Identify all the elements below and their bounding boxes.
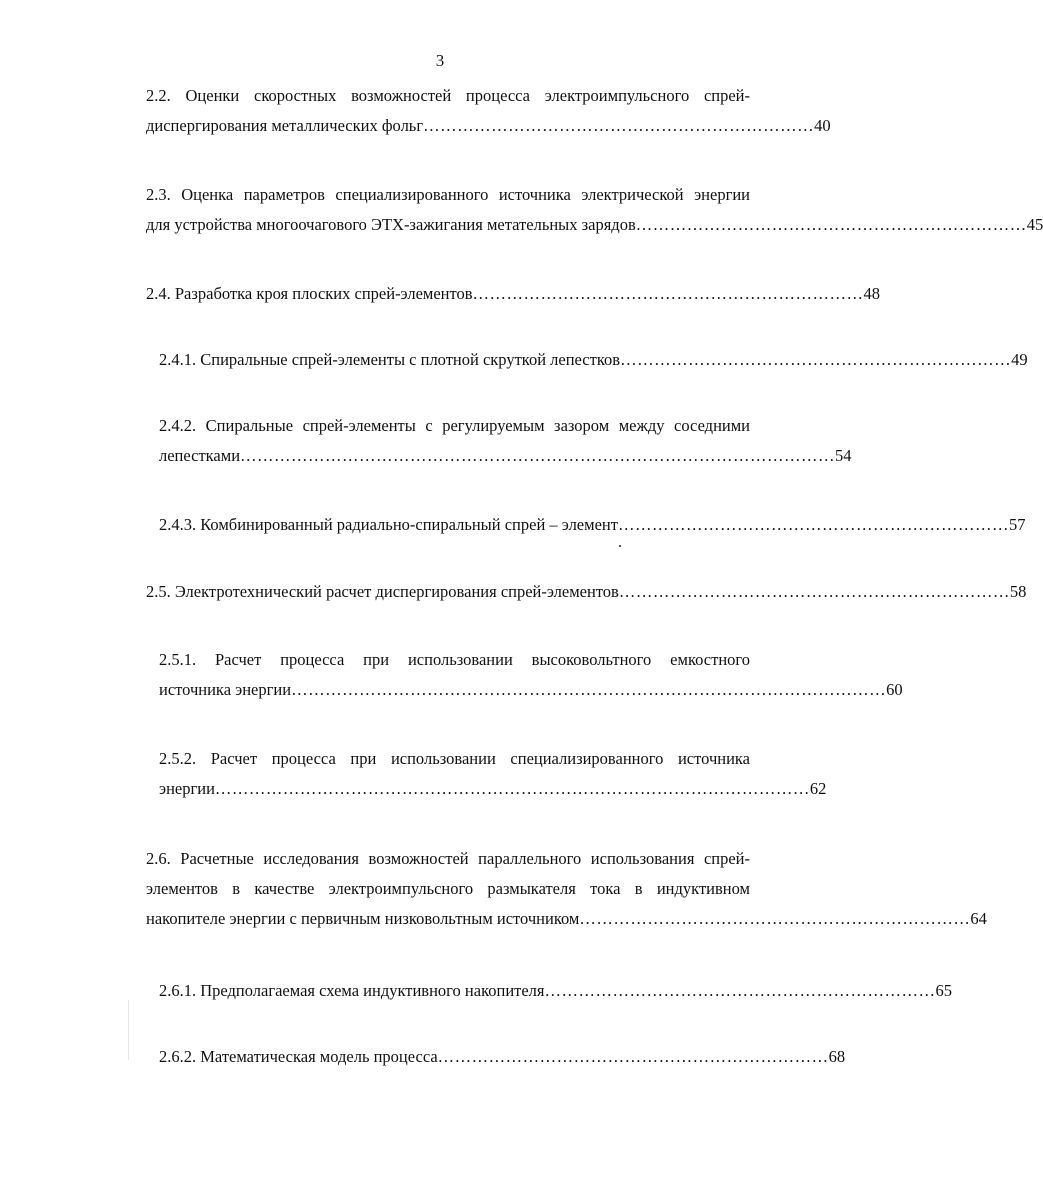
toc-entry-2-6: [146, 844, 987, 934]
toc-entry-2-4: [146, 279, 881, 309]
margin-rule: [128, 1000, 129, 1060]
toc-page: 57: [1008, 515, 1026, 534]
leader-dots: ……………………………………………………………: [544, 981, 936, 1000]
toc-last-line: [146, 904, 987, 934]
toc-last-line: [159, 976, 953, 1006]
toc-last-line: [146, 111, 831, 141]
toc-page: 68: [828, 1047, 846, 1066]
toc-entry-2-6-1: [159, 976, 953, 1006]
toc-page: 49: [1011, 350, 1028, 369]
toc-entry-2-5: [146, 577, 1027, 607]
leader-dots: ……………………………………………………………: [423, 116, 815, 135]
leader-dots: ……………………………………………………………………………………………: [214, 779, 810, 798]
toc-last-line: [159, 774, 827, 804]
leader-dots: ……………………………………………………………………………………………: [240, 446, 836, 465]
toc-entry-2-5-1: [159, 645, 903, 705]
page-number: 3: [435, 51, 445, 70]
toc-page: 48: [863, 284, 881, 303]
toc-title: диспергирования металлических фольг: [146, 116, 424, 135]
toc-line: 2.4.2. Спиральные спрей-элементы с регулируемым зазором между соседними: [159, 416, 750, 435]
toc-entry-2-3: [146, 180, 1043, 240]
toc-title: 2.4. Разработка кроя плоских спрей-элементов: [146, 284, 473, 303]
toc-page: 65: [935, 981, 953, 1000]
toc-page: 58: [1009, 582, 1027, 601]
toc-title: 2.6.1. Предполагаемая схема индуктивного накопителя: [159, 981, 545, 1000]
leader-dots: ……………………………………………………………: [437, 1047, 829, 1066]
leader-dots: ……………………………………………………………: [579, 909, 971, 928]
toc-entry-2-4-2: [159, 411, 852, 471]
toc-title: 2.4.3. Комбинированный радиально-спиральный спрей – элемент: [159, 515, 618, 534]
leader-dots: ……………………………………………………………: [617, 515, 1009, 534]
leader-dots: ……………………………………………………………: [472, 284, 864, 303]
leader-dots: ……………………………………………………………: [635, 215, 1027, 234]
toc-last-line: [159, 441, 852, 471]
toc-line: элементов в качестве электроимпульсного размыкателя тока в индуктивном: [146, 879, 750, 898]
toc-last-line: [159, 510, 1026, 540]
toc-page: 54: [835, 446, 852, 465]
toc-last-line: [159, 675, 903, 705]
leader-dots: ……………………………………………………………………………………………: [291, 680, 887, 699]
toc-title: 2.6.2. Математическая модель процесса: [159, 1047, 438, 1066]
toc-line: 2.5.2. Расчет процесса при использовании специализированного источника: [159, 749, 750, 768]
toc-line: 2.5.1. Расчет процесса при использовании высоковольтного емкостного: [159, 650, 750, 669]
toc-page: 64: [970, 909, 987, 928]
toc-last-line: [146, 210, 1043, 240]
toc-title: источника энергии: [159, 680, 292, 699]
toc-line: 2.6. Расчетные исследования возможностей параллельного использования спрей-: [146, 849, 750, 868]
toc-line: 2.3. Оценка параметров специализированного источника электрической энергии: [146, 185, 750, 204]
toc-entry-2-2: [146, 81, 831, 141]
toc-line: 2.2. Оценки скоростных возможностей процесса электроимпульсного спрей-: [146, 86, 750, 105]
toc-title: для устройства многоочагового ЭТХ-зажигания метательных зарядов: [146, 215, 636, 234]
toc-entry-2-4-1: [159, 345, 1028, 375]
leader-dots: ……………………………………………………………: [620, 350, 1012, 369]
toc-page: 62: [809, 779, 827, 798]
toc-last-line: [159, 345, 1028, 375]
stray-mark: [619, 545, 621, 547]
toc-last-line: [146, 577, 1027, 607]
toc-title: лепестками: [159, 446, 241, 465]
toc-entry-2-6-2: [159, 1042, 846, 1072]
toc-title: 2.4.1. Спиральные спрей-элементы с плотной скруткой лепестков: [159, 350, 621, 369]
leader-dots: ……………………………………………………………: [618, 582, 1010, 601]
toc-page: 40: [814, 116, 831, 135]
toc-entry-2-4-3: [159, 510, 1026, 540]
toc-last-line: [146, 279, 881, 309]
toc-title: 2.5. Электротехнический расчет диспергирования спрей-элементов: [146, 582, 619, 601]
toc-entry-2-5-2: [159, 744, 827, 804]
toc-title: накопителе энергии с первичным низковольтным источником: [146, 909, 580, 928]
toc-last-line: [159, 1042, 846, 1072]
toc-page: 45: [1026, 215, 1043, 234]
toc-title: энергии: [159, 779, 215, 798]
toc-page: 60: [886, 680, 903, 699]
